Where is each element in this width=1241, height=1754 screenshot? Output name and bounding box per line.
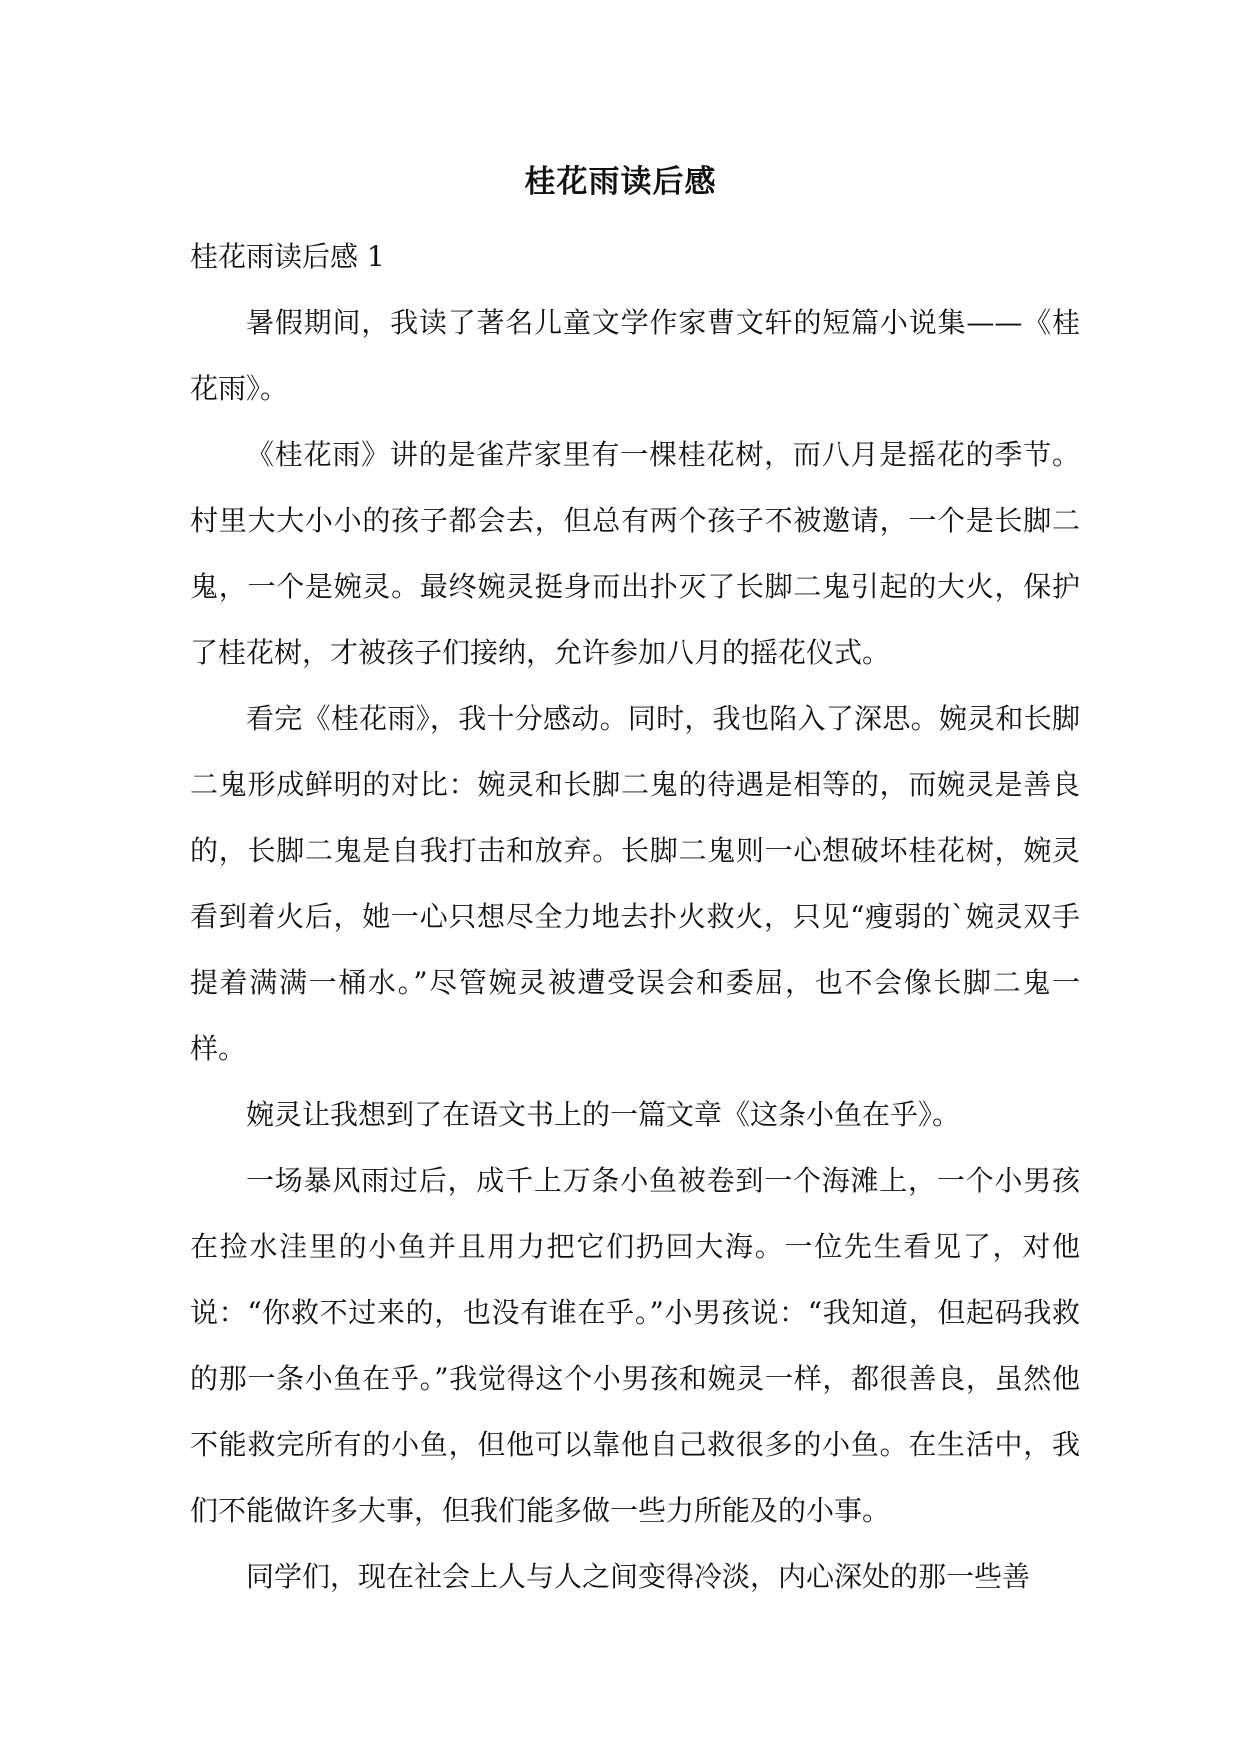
section-heading: 桂花雨读后感 1 [190,240,385,273]
document-title: 桂花雨读后感 [524,164,717,200]
document-body [190,224,1080,1610]
paragraph-1: 暑假期间，我读了著名儿童文学作家曹文轩的短篇小说集——《桂花雨》。 [190,306,1080,405]
paragraph-6: 同学们，现在社会上人与人之间变得冷淡，内心深处的那一些善 [246,1560,1031,1593]
paragraph-2: 《桂花雨》讲的是雀芹家里有一棵桂花树，而八月是摇花的季节。村里大大小小的孩子都会去，但总有两个孩子不被邀请，一个是长脚二鬼，一个是婉灵。最终婉灵挺身而出扑灭了长脚二鬼引起的大火，保护了桂花树，才被孩子们接纳，允许参加八月的摇花仪式。 [190,438,1080,669]
paragraph-4: 婉灵让我想到了在语文书上的一篇文章《这条小鱼在乎》。 [246,1098,961,1131]
paragraph-5: 一场暴风雨过后，成千上万条小鱼被卷到一个海滩上，一个小男孩在捡水洼里的小鱼并且用力把它们扔回大海。一位先生看见了，对他说：“你救不过来的，也没有谁在乎。”小男孩说：“我知道，但起码我救的那一条小鱼在乎。”我觉得这个小男孩和婉灵一样，都很善良，虽然他不能救完所有的小鱼，但他可以靠他自己救很多的小鱼。在生活中，我们不能做许多大事，但我们能多做一些力所能及的小事。 [190,1164,1080,1527]
paragraph-3: 看完《桂花雨》，我十分感动。同时，我也陷入了深思。婉灵和长脚二鬼形成鲜明的对比：婉灵和长脚二鬼的待遇是相等的，而婉灵是善良的，长脚二鬼是自我打击和放弃。长脚二鬼则一心想破坏桂花树，婉灵看到着火后，她一心只想尽全力地去扑火救火，只见“瘦弱的`婉灵双手提着满满一桶水。”尽管婉灵被遭受误会和委屈，也不会像长脚二鬼一样。 [190,702,1080,1065]
